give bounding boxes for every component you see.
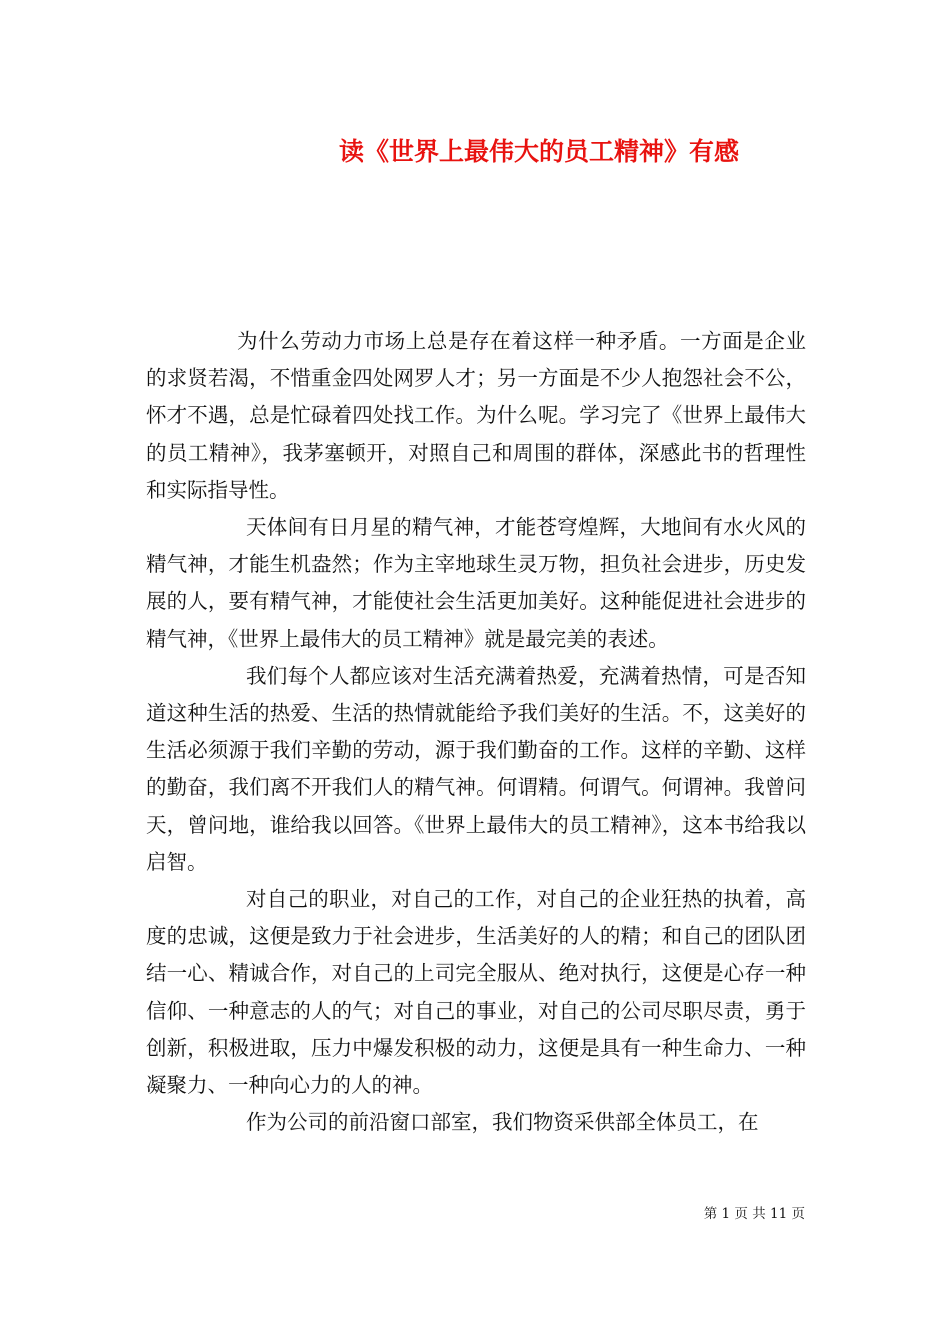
document-body xyxy=(146,323,806,1141)
paragraph-5: 作为公司的前沿窗口部室，我们物资采供部全体员工，在 xyxy=(246,1110,759,1135)
paragraph-2: 天体间有日月星的精气神，才能苍穹煌辉，大地间有水火风的精气神，才能生机盎然；作为主宰地球生灵万物，担负社会进步，历史发展的人，要有精气神，才能使社会生活更加美好。这种能促进社会进步的精气神，《世界上最伟大的员工精神》就是最完美的表述。 xyxy=(146,515,806,651)
page-number-footer: 第 1 页 共 11 页 xyxy=(703,1206,805,1222)
paragraph-3: 我们每个人都应该对生活充满着热爱，充满着热情，可是否知道这种生活的热爱、生活的热情就能给予我们美好的生活。不，这美好的生活必须源于我们辛勤的劳动，源于我们勤奋的工作。这样的辛勤、这样的勤奋，我们离不开我们人的精气神。何谓精。何谓气。何谓神。我曾问天，曾问地，谁给我以回答。《世界上最伟大的员工精神》，这本书给我以启智。 xyxy=(146,663,806,874)
document-title: 读《世界上最伟大的员工精神》有感 xyxy=(338,137,739,166)
paragraph-4: 对自己的职业，对自己的工作，对自己的企业狂热的执着，高度的忠诚，这便是致力于社会进步，生活美好的人的精；和自己的团队团结一心、精诚合作，对自己的上司完全服从、绝对执行，这便是心存一种信仰、一种意志的人的气；对自己的事业，对自己的公司尽职尽责，勇于创新，积极进取，压力中爆发积极的动力，这便是具有一种生命力、一种凝聚力、一种向心力的人的神。 xyxy=(146,887,806,1098)
paragraph-1: 为什么劳动力市场上总是存在着这样一种矛盾。一方面是企业的求贤若渴，不惜重金四处网罗人才；另一方面是不少人抱怨社会不公，怀才不遇，总是忙碌着四处找工作。为什么呢。学习完了《世界上最伟大的员工精神》，我茅塞顿开，对照自己和周围的群体，深感此书的哲理性和实际指导性。 xyxy=(146,329,806,502)
